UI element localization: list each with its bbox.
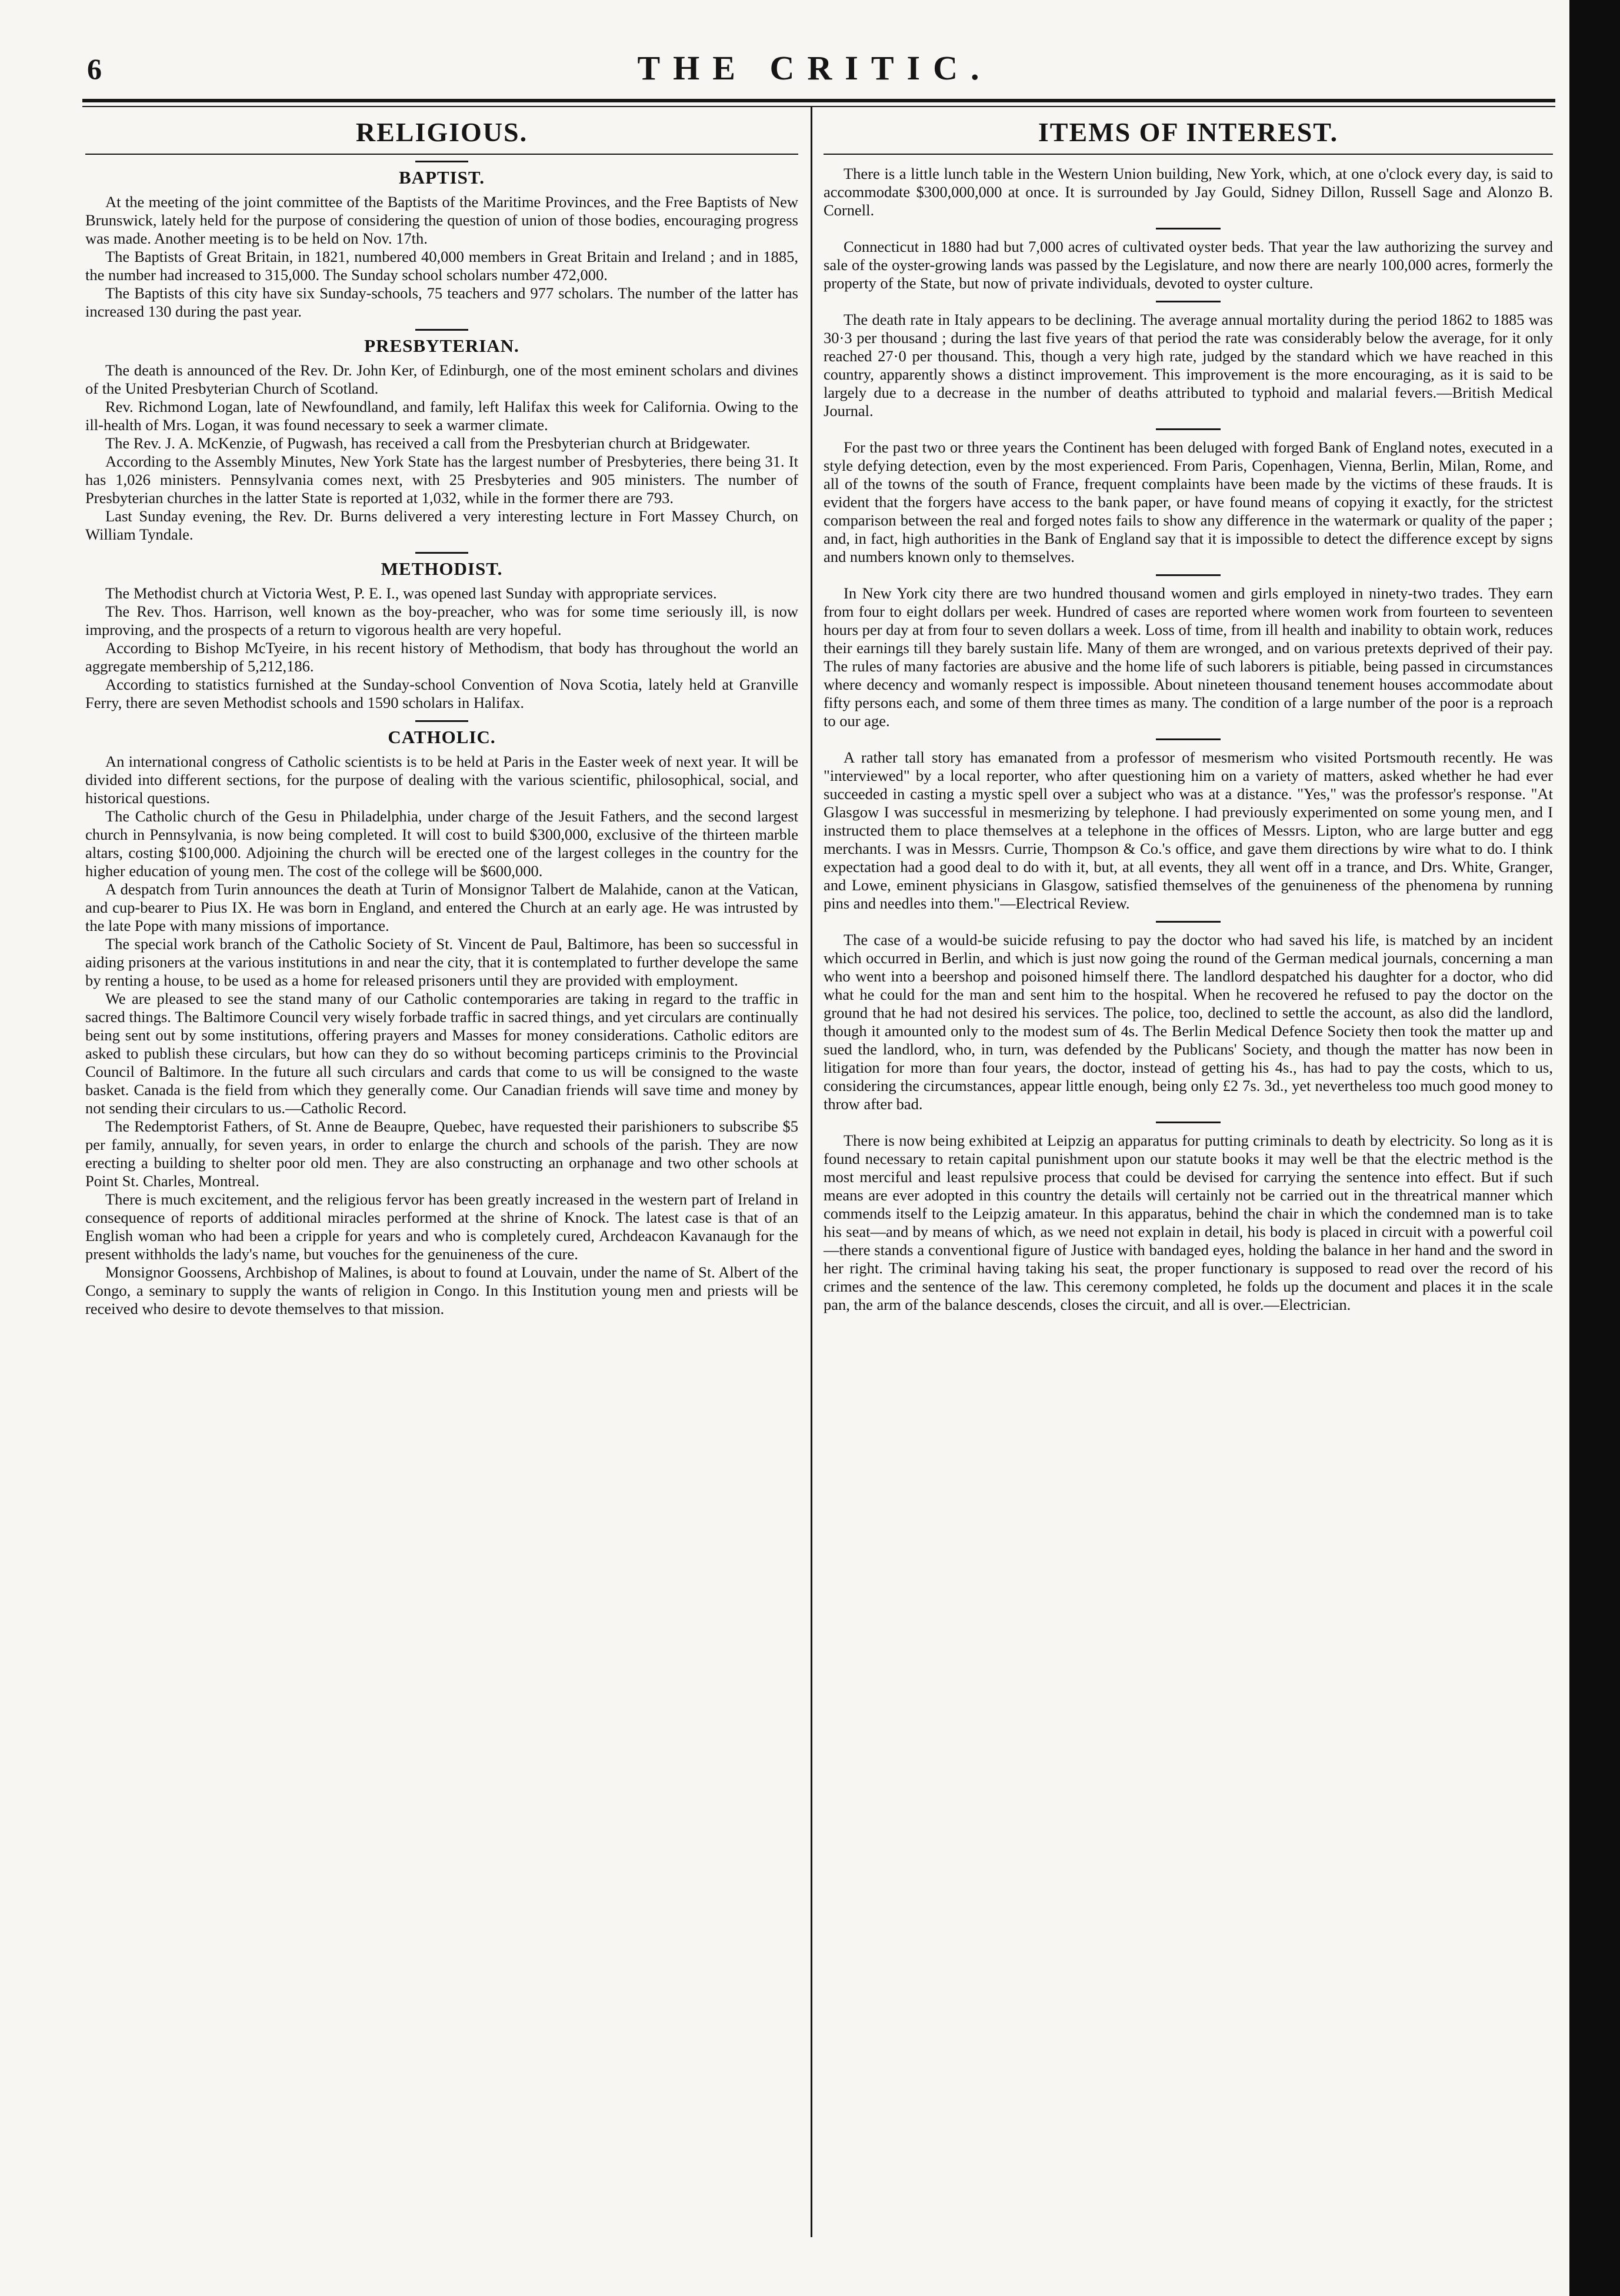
paragraph: We are pleased to see the stand many of our Catholic contemporaries are taking in regard to the traffic in sacred things. The Baltimore Council very wisely forbade traffic in sacred things, and yet circulars are continually being sent out by some institutions, offering prayers and Masses for money considerations. Catholic editors are asked to publish these circulars, but how can they do so without becoming particeps criminis to the Provincial Council of Baltimore. In the future all such circulars and cards that come to us will be consigned to the waste basket. Canada is the field from which they generally come. Our Canadian friends will save time and money by not sending their circulars to us.—Catholic Record. (85, 990, 798, 1117)
paragraph: The Rev. J. A. McKenzie, of Pugwash, has received a call from the Presbyterian church at Bridgewater. (105, 434, 751, 452)
section-ornament (415, 161, 468, 162)
paragraph: An international congress of Catholic scientists is to be held at Paris in the Easter week of next year. It will be divided into different sections, for the purpose of dealing with the various scientific, philosophical, social, and historical questions. (85, 753, 798, 807)
items-heading: ITEMS OF INTEREST. (1038, 117, 1339, 147)
news-item: Connecticut in 1880 had but 7,000 acres of cultivated oyster beds. That year the law authorizing the survey and sale of the oyster-growing lands was passed by the Legislature, and now there are nearly 100,000 acres, formerly the property of the State, but now of private individuals, devoted to oyster culture. (824, 238, 1553, 292)
paragraph: The special work branch of the Catholic Society of St. Vincent de Paul, Baltimore, has been so successful in aiding prisoners at the various institutions in and near the city, that it is contemplated to further develope the same by renting a house, to be used as a home for released prisoners until they are provided with employment. (85, 935, 798, 989)
section-ornament (415, 329, 468, 331)
items-of-interest-column (824, 115, 1553, 1314)
publication-title: THE CRITIC. (637, 49, 992, 87)
section-title-baptist: BAPTIST. (398, 167, 485, 188)
scan-edge-bar (1569, 0, 1620, 2296)
paragraph: According to statistics furnished at the Sunday-school Convention of Nova Scotia, lately held at Granville Ferry, there are seven Methodist schools and 1590 scholars in Halifax. (85, 676, 798, 711)
paragraph: According to the Assembly Minutes, New York State has the largest number of Presbyteries, there being 31. It has 1,026 ministers. Pennsylvania comes next, with 25 Presbyteries and 905 ministers. The number of Presbyterian churches in the latter State is reported at 1,032, while in the former there are 793. (85, 452, 798, 507)
news-item: For the past two or three years the Continent has been deluged with forged Bank of England notes, executed in a style defying detection, even by the most experienced. From Paris, Copenhagen, Vienna, Berlin, Milan, Rome, and all of the towns of the south of France, frequent complaints have been made by the victims of these frauds. It is evident that the forgers have access to the bank paper, or have found means of copying it exactly, for the strictest comparison between the real and forged notes fails to show any difference in the watermark or quality of the paper ; and, in fact, high authorities in the Bank of England say that it is impossible to detect the difference except by signs and numbers known only to themselves. (824, 438, 1553, 565)
paragraph: Rev. Richmond Logan, late of Newfoundland, and family, left Halifax this week for California. Owing to the ill-health of Mrs. Logan, it was found necessary to seek a warmer climate. (85, 398, 798, 434)
section-ornament (415, 552, 468, 554)
news-item: The death rate in Italy appears to be declining. The average annual mortality during the period 1862 to 1885 was 30·3 per thousand ; during the last five years of that period the rate was considerably below the average, for it only reached 27·0 per thousand. This, though a very high rate, judged by the standard which we have reached in this country, apparently shows a distinct improvement. This improvement is the more encouraging, as it is said to be largely due to a decrease in the number of deaths attributed to typhoid and malarial fevers.—British Medical Journal. (824, 311, 1553, 420)
news-item: There is a little lunch table in the Western Union building, New York, which, at one o'clock every day, is said to accommodate $300,000,000 at once. It is surrounded by Jay Gould, Sidney Dillon, Russell Sage and Alonzo B. Cornell. (824, 165, 1553, 219)
news-item: The case of a would-be suicide refusing to pay the doctor who had saved his life, is matched by an incident which occurred in Berlin, and which is just now going the round of the German medical journals, concerning a man who went into a beershop and poisoned himself there. The landlord despatched his daughter for a doctor, who did what he could for the man and sent him to the hospital. When he recovered he refused to pay the doctor on the ground that he had not desired his services. The police, too, declined to settle the account, as also did the landlord, though it amounted only to the modest sum of 4s. The Berlin Medical Defence Society then took the matter up and sued the landlord, who, in turn, was defended by the Publicans' Society, and though the matter has now been in litigation for more than four years, the doctor, instead of getting his 4s., has had to pay the costs, which to us, considering the circumstances, appear little enough, being only £2 7s. 3d., yet nevertheless too much good money to throw after bad. (824, 931, 1553, 1113)
paragraph: A despatch from Turin announces the death at Turin of Monsignor Talbert de Malahide, canon at the Vatican, and cup-bearer to Pius IX. He was born in England, and entered the Church at an early age. He was intrusted by the late Pope with many missions of importance. (85, 880, 798, 934)
section-catholic (85, 720, 798, 1318)
paragraph: The Catholic church of the Gesu in Philadelphia, under charge of the Jesuit Fathers, and the second largest church in Pennsylvania, is now being completed. It will cost to build $300,000, exclusive of the thirteen marble altars, costing $100,000. Adjoining the church will be erected one of the largest colleges in the country for the higher education of young men. The cost of the college will be $600,000. (85, 807, 798, 880)
column-heading-rule (824, 154, 1553, 155)
item-separator (1156, 228, 1221, 229)
section-methodist (85, 552, 798, 712)
page-number: 6 (87, 52, 102, 85)
column-heading-rule (85, 154, 798, 155)
column-divider (811, 107, 812, 2237)
masthead-rule-thin (82, 106, 1555, 107)
item-separator (1156, 301, 1221, 302)
paragraph: The Baptists of Great Britain, in 1821, numbered 40,000 members in Great Britain and Ireland ; and in 1885, the number had increased to 315,000. The Sunday school scholars number 472,000. (85, 248, 798, 284)
news-item: A rather tall story has emanated from a professor of mesmerism who visited Portsmouth recently. He was "interviewed" by a local reporter, who after questioning him on a variety of matters, asked whether he had ever succeeded in casting a mystic spell over a subject who was at a distance. "Yes," was the professor's response. "At Glasgow I was successful in mesmerizing by telephone. I had previously experimented on some young men, and I instructed them to place themselves at a telephone in the offices of Messrs. Lipton, who are large butter and egg merchants. I was in Messrs. Currie, Thompson & Co.'s office, and gave them directions by wire what to do. I think expectation had a good deal to do with it, but, at all events, they all went off in a trance, and Drs. White, Granger, and Lowe, eminent physicians in Glasgow, satisfied themselves of the genuineness of the phenomena by running pins and needles into them."—Electrical Review. (824, 748, 1553, 912)
item-separator (1156, 428, 1221, 430)
item-separator (1156, 921, 1221, 923)
masthead-rule-thick (82, 99, 1555, 102)
section-presbyterian (85, 329, 798, 544)
paragraph: The Rev. Thos. Harrison, well known as the boy-preacher, who was for some time seriously ill, is now improving, and the prospects of a return to vigorous health are very hopeful. (85, 603, 798, 638)
paragraph: The death is announced of the Rev. Dr. John Ker, of Edinburgh, one of the most eminent scholars and divines of the United Presbyterian Church of Scotland. (85, 361, 798, 397)
paragraph: At the meeting of the joint committee of the Baptists of the Maritime Provinces, and the Free Baptists of New Brunswick, lately held for the purpose of considering the question of union of those bodies, encouraging progress was made. Another meeting is to be held on Nov. 17th. (85, 193, 798, 247)
section-title-catholic: CATHOLIC. (388, 727, 496, 747)
item-separator (1156, 738, 1221, 740)
item-separator (1156, 574, 1221, 576)
paragraph: There is much excitement, and the religious fervor has been greatly increased in the western part of Ireland in consequence of reports of additional miracles performed at the shrine of Knock. The latest case is that of an English woman who had been a cripple for years and who is completely cured, Archdeacon Kavanaugh for the present withholds the lady's name, but vouches for the genuineness of the cure. (85, 1190, 798, 1263)
masthead (76, 48, 1553, 89)
religious-heading: RELIGIOUS. (355, 117, 528, 147)
paragraph: The Redemptorist Fathers, of St. Anne de Beaupre, Quebec, have requested their parishioners to subscribe $5 per family, annually, for seven years, in order to enlarge the church and schools of the parish. They are now erecting a building to shelter poor old men. They are also constructing an orphanage and two other schools at Point St. Charles, Montreal. (85, 1117, 798, 1190)
paragraph: According to Bishop McTyeire, in his recent history of Methodism, that body has throughout the world an aggregate membership of 5,212,186. (85, 639, 798, 675)
paragraph: The Baptists of this city have six Sunday-schools, 75 teachers and 977 scholars. The number of the latter has increased 130 during the past year. (85, 284, 798, 320)
section-title-presbyterian: PRESBYTERIAN. (364, 335, 519, 356)
religious-column (85, 115, 798, 1326)
news-item: There is now being exhibited at Leipzig an apparatus for putting criminals to death by electricity. So long as it is found necessary to retain capital punishment upon our statute books it may well be that the electric method is the most merciful and least repulsive process that could be devised for carrying the sentence into effect. But if such means are ever adopted in this country the details will certainly not be carried out in the threatrical manner which commends itself to the Leipzig amateur. In this apparatus, behind the chair in which the condemned man is to take his seat—and by means of which, as we need not explain in detail, his body is placed in circuit with a powerful coil—there stands a conventional figure of Justice with bandaged eyes, holding the balance in her hand and the sword in her right. The criminal having taking his seat, the proper functionary is supposed to read over the record of his crimes and the sentence of the law. This ceremony completed, he folds up the document and places it in the scale pan, the arm of the balance descends, closes the circuit, and all is over.—Electrician. (824, 1132, 1553, 1313)
paragraph: The Methodist church at Victoria West, P. E. I., was opened last Sunday with appropriate services. (105, 584, 717, 602)
section-ornament (415, 720, 468, 722)
paragraph: Monsignor Goossens, Archbishop of Malines, is about to found at Louvain, under the name of St. Albert of the Congo, a seminary to supply the wants of religion in Congo. In this Institution young men and priests will be received who desire to devote themselves to that mission. (85, 1263, 798, 1317)
section-title-methodist: METHODIST. (381, 558, 503, 579)
section-baptist (85, 161, 798, 321)
news-item: In New York city there are two hundred thousand women and girls employed in ninety-two trades. They earn from four to eight dollars per week. Hundred of cases are reported where women work from fourteen to seventeen hours per day at from four to seven dollars a week. Loss of time, from ill health and inability to obtain work, reduces their earnings till they barely sustain life. Many of them are wronged, and on various pretexts deprived of their pay. The rules of many factories are abusive and the home life of such laborers is pitiable, being passed in circumstances where decency and womanly respect is impossible. About nineteen thousand tenement houses accommodate about fifty persons each, and some of them three times as many. The condition of a large number of the poor is a reproach to our age. (824, 584, 1553, 730)
item-separator (1156, 1122, 1221, 1123)
paragraph: Last Sunday evening, the Rev. Dr. Burns delivered a very interesting lecture in Fort Massey Church, on William Tyndale. (85, 507, 798, 543)
